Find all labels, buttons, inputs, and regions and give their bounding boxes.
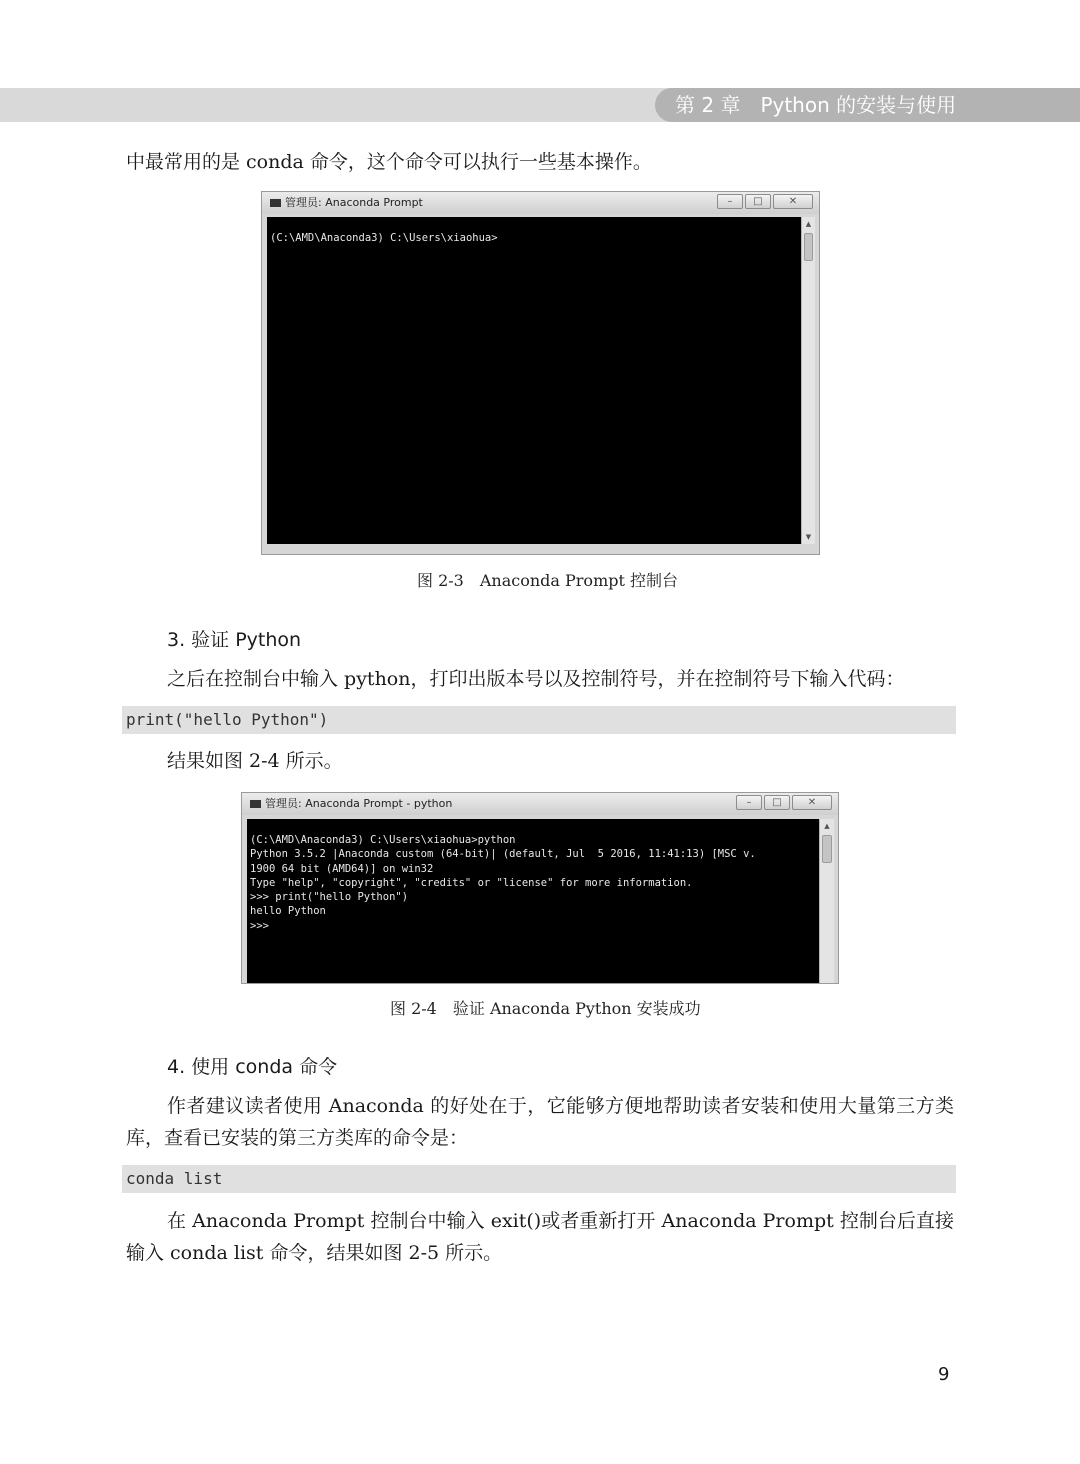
section-paragraph: 作者建议读者使用 Anaconda 的好处在于，它能够方便地帮助读者安装和使用大量第三方类库，查看已安装的第三方类库的命令是： [126, 1095, 954, 1149]
console-scrollbar[interactable] [819, 819, 834, 983]
window-title: 管理员: Anaconda Prompt - python [265, 797, 453, 810]
maximize-button[interactable]: □ [745, 194, 771, 209]
minimize-button[interactable]: – [717, 194, 743, 209]
console-output[interactable]: (C:\AMD\Anaconda3) C:\Users\xiaohua>python Python 3.5.2 |Anaconda custom (64-bit)| (default, Jul 5 2016, 11:41:13) [MSC v. 1900 64 bit (AMD64)] on win32 Type "help", "copyright", "credits" or "license" for more information. >>> print("hello Python") hello Python >>> [247, 819, 819, 983]
scroll-thumb[interactable] [822, 835, 832, 863]
section-heading: 4. 使用 conda 命令 [167, 1056, 338, 1078]
result-paragraph: 结果如图 2-4 所示。 [167, 750, 343, 772]
section-paragraph: 之后在控制台中输入 python，打印出版本号以及控制符号，并在控制符号下输入代码： [167, 668, 905, 690]
chapter-title: 第 2 章 Python 的安装与使用 [655, 88, 1080, 122]
scroll-thumb[interactable] [804, 233, 813, 261]
python-session-window [241, 792, 839, 984]
minimize-button[interactable]: – [736, 795, 762, 810]
scroll-down-arrow-icon[interactable]: ▼ [805, 533, 812, 541]
anaconda-prompt-window [261, 191, 820, 555]
console-scrollbar[interactable] [801, 217, 815, 544]
section-heading: 3. 验证 Python [167, 629, 302, 651]
console-output[interactable]: (C:\AMD\Anaconda3) C:\Users\xiaohua> [267, 217, 801, 544]
window-title: 管理员: Anaconda Prompt [285, 196, 423, 209]
maximize-button[interactable]: □ [764, 795, 790, 810]
console-icon [250, 800, 261, 808]
page-number: 9 [938, 1364, 950, 1385]
close-button[interactable]: ✕ [792, 795, 832, 810]
figure-caption: 图 2-4 验证 Anaconda Python 安装成功 [390, 999, 701, 1018]
closing-paragraph: 在 Anaconda Prompt 控制台中输入 exit()或者重新打开 Anaconda Prompt 控制台后直接输入 conda list 命令，结果如图 2-5 所示。 [126, 1210, 954, 1264]
figure-caption: 图 2-3 Anaconda Prompt 控制台 [417, 571, 678, 590]
console-icon [270, 199, 281, 207]
close-button[interactable]: ✕ [773, 194, 813, 209]
window-controls [717, 194, 813, 210]
code-block: print("hello Python") [122, 706, 956, 734]
scroll-up-arrow-icon[interactable]: ▲ [824, 822, 830, 830]
window-controls [736, 795, 832, 811]
code-block: conda list [122, 1165, 956, 1193]
scroll-up-arrow-icon[interactable]: ▲ [805, 220, 812, 228]
intro-paragraph: 中最常用的是 conda 命令，这个命令可以执行一些基本操作。 [126, 151, 652, 173]
